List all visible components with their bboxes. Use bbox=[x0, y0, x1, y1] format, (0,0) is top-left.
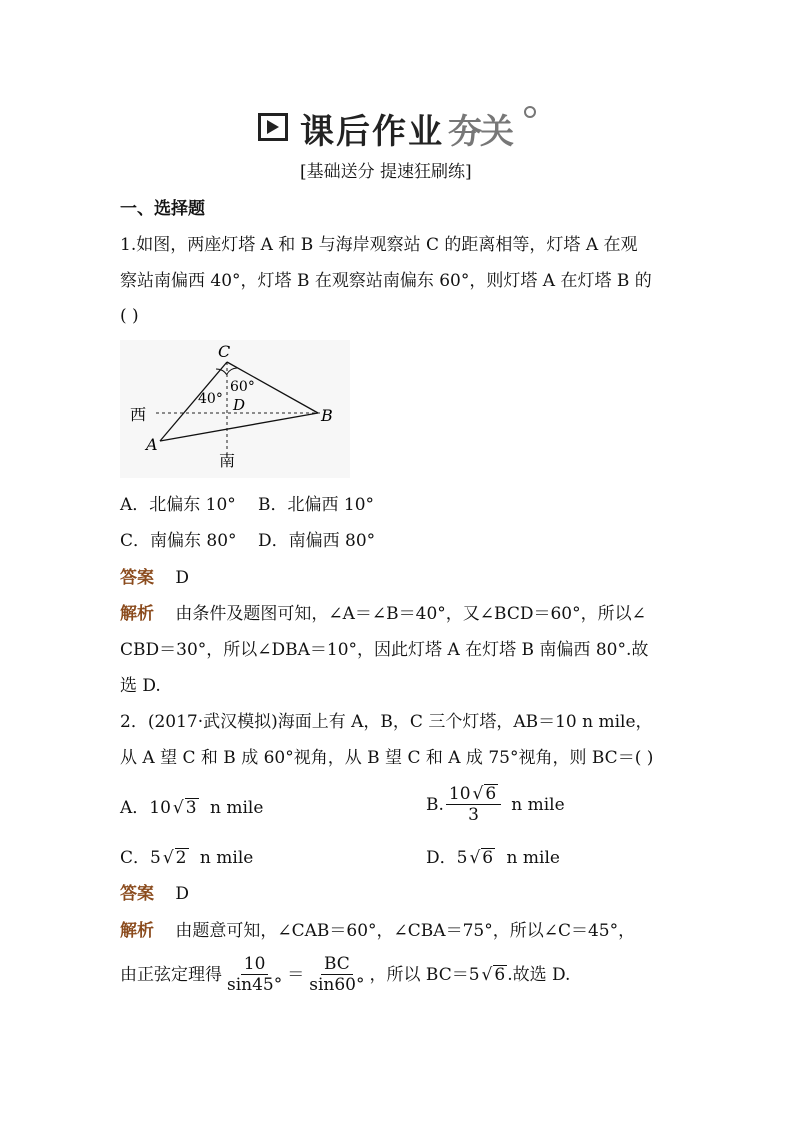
analysis-label: 解析 bbox=[120, 604, 154, 624]
analysis-label: 解析 bbox=[120, 921, 154, 941]
q1-option-d[interactable]: D．南偏西 80° bbox=[258, 531, 376, 551]
answer-value: D bbox=[175, 884, 190, 904]
q1-answer bbox=[120, 568, 189, 588]
answer-label: 答案 bbox=[120, 568, 154, 588]
label-west: 西 bbox=[130, 405, 147, 424]
label-B: B bbox=[321, 406, 333, 425]
q1-analysis-line-3: 选 D. bbox=[120, 676, 161, 696]
q1-option-b[interactable]: B．北偏西 10° bbox=[258, 495, 375, 515]
q1-figure bbox=[120, 340, 350, 478]
q2-option-b-fraction: $\frac{10 √ 6}{3}$ bbox=[446, 784, 501, 825]
page-title: 课后作业 bbox=[300, 112, 444, 152]
brand-logo bbox=[448, 104, 512, 153]
q2-line-1: 2．(2017·武汉模拟)海面上有 A，B，C 三个灯塔，AB＝10 n mile， bbox=[120, 712, 653, 732]
brand-text: 夯关 bbox=[448, 112, 512, 152]
subtitle: [基础送分 提速狂刷练] bbox=[300, 162, 472, 182]
play-icon bbox=[258, 113, 288, 141]
q2-option-b[interactable]: B. $\frac{10 √ 6}{3}$ n mile bbox=[426, 784, 565, 825]
label-60deg: 60° bbox=[230, 379, 255, 395]
label-A: A bbox=[146, 435, 158, 454]
q1-analysis-line-1: 解析 由条件及题图可知，∠A＝∠B＝40°，又∠BCD＝60°，所以∠ bbox=[120, 604, 646, 624]
q1-option-a[interactable]: A．北偏东 10° bbox=[120, 495, 236, 515]
q2-option-d[interactable]: D．5 √ 6 n mile bbox=[426, 848, 560, 868]
label-40deg: 40° bbox=[198, 391, 223, 407]
q1-line-3: ( ) bbox=[120, 306, 139, 326]
q2-line-2: 从 A 望 C 和 B 成 60°视角，从 B 望 C 和 A 成 75°视角，则 BC＝( ) bbox=[120, 748, 654, 768]
answer-value: D bbox=[175, 568, 190, 588]
section-heading: 一、选择题 bbox=[120, 199, 205, 219]
label-D: D bbox=[233, 396, 246, 414]
q1-line-2: 察站南偏西 40°，灯塔 B 在观察站南偏东 60°，则灯塔 A 在灯塔 B 的 bbox=[120, 271, 652, 291]
label-south: 南 bbox=[219, 451, 236, 470]
q2-analysis-line-1: 解析 由题意可知，∠CAB＝60°，∠CBA＝75°，所以∠C＝45°， bbox=[120, 921, 636, 941]
q2-option-c[interactable]: C．5 √ 2 n mile bbox=[120, 848, 254, 868]
q2-analysis-line-2: 由正弦定理得 $\frac{10}{\sin 45^\circ}$ ＝ $\frac{BC}{\sin 60^\circ}$ ，所以 BC＝5 √ 6 .故选 D. bbox=[120, 954, 571, 995]
q2-option-a[interactable]: A．10 √ 3 n mile bbox=[120, 798, 264, 818]
fraction-10-sin45: $\frac{10}{\sin 45^\circ}$ bbox=[227, 954, 283, 995]
q1-line-1: 1.如图，两座灯塔 A 和 B 与海岸观察站 C 的距离相等，灯塔 A 在观 bbox=[120, 235, 638, 255]
q1-option-c[interactable]: C．南偏东 80° bbox=[120, 531, 237, 551]
q2-answer bbox=[120, 884, 189, 904]
label-C: C bbox=[218, 342, 231, 361]
q1-analysis-line-2: CBD＝30°，所以∠DBA＝10°，因此灯塔 A 在灯塔 B 南偏西 80°.故 bbox=[120, 640, 649, 660]
fraction-bc-sin60: $\frac{BC}{\sin 60^\circ}$ bbox=[309, 954, 365, 995]
registered-mark-icon bbox=[524, 106, 536, 118]
answer-label: 答案 bbox=[120, 884, 154, 904]
